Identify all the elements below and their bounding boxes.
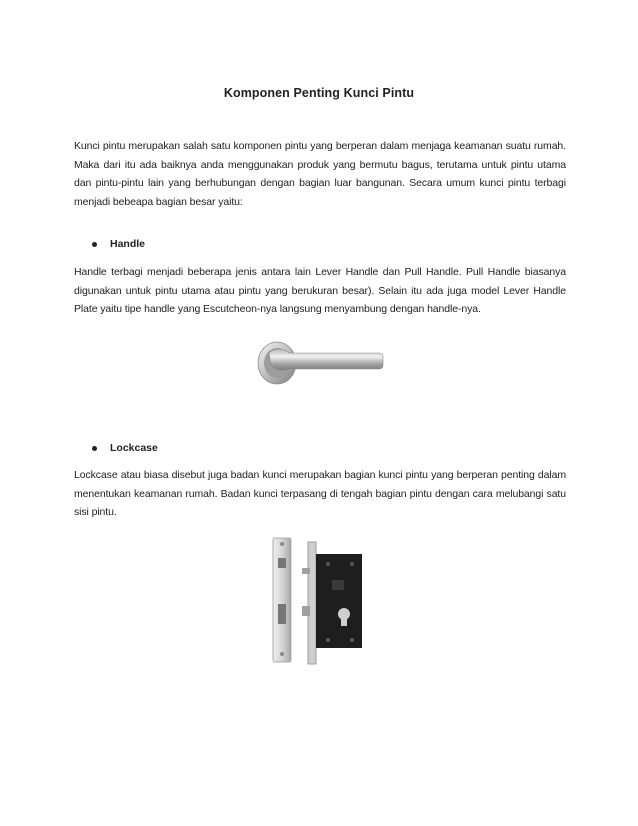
intro-text: Kunci pintu merupakan salah satu komponen pintu yang berperan dalam menjaga keamanan suatu rumah. Maka dari itu ada baiknya anda menggunakan produk yang bermutu bagus, terutama untuk pintu utama dan pintu-pintu lain yang berhubungan dengan bagian luar bangunan. Secara umum kunci pintu terbagi menjadi bebeapa bagian besar yaitu: <box>74 140 566 208</box>
lockcase-text: Lockcase atau biasa disebut juga badan kunci merupakan bagian kunci pintu yang berperan penting dalam menentukan keamanan rumah. Badan kunci terpasang di tengah bagian pintu dengan cara melubangi satu sisi pintu. <box>74 469 566 518</box>
handle-heading-label: Handle <box>110 238 146 250</box>
bullet-icon <box>92 242 97 247</box>
mortise-lockcase-image <box>270 536 366 666</box>
lockcase-heading-label: Lockcase <box>110 442 158 454</box>
handle-heading <box>92 238 145 250</box>
lockcase-heading <box>92 442 158 454</box>
lever-handle-image <box>255 333 385 393</box>
intro-paragraph <box>74 137 566 211</box>
lockcase-paragraph <box>74 466 566 522</box>
document-title: Komponen Penting Kunci Pintu <box>223 86 415 100</box>
handle-paragraph <box>74 263 566 319</box>
bullet-icon <box>92 446 97 451</box>
handle-text: Handle terbagi menjadi beberapa jenis antara lain Lever Handle dan Pull Handle. Pull Handle biasanya digunakan untuk pintu utama atau pintu yang berukuran besar). Selain itu ada juga model Lever Handle Plate yaitu tipe handle yang Escutcheon-nya langsung menyambung dengan handle-nya. <box>74 266 566 315</box>
